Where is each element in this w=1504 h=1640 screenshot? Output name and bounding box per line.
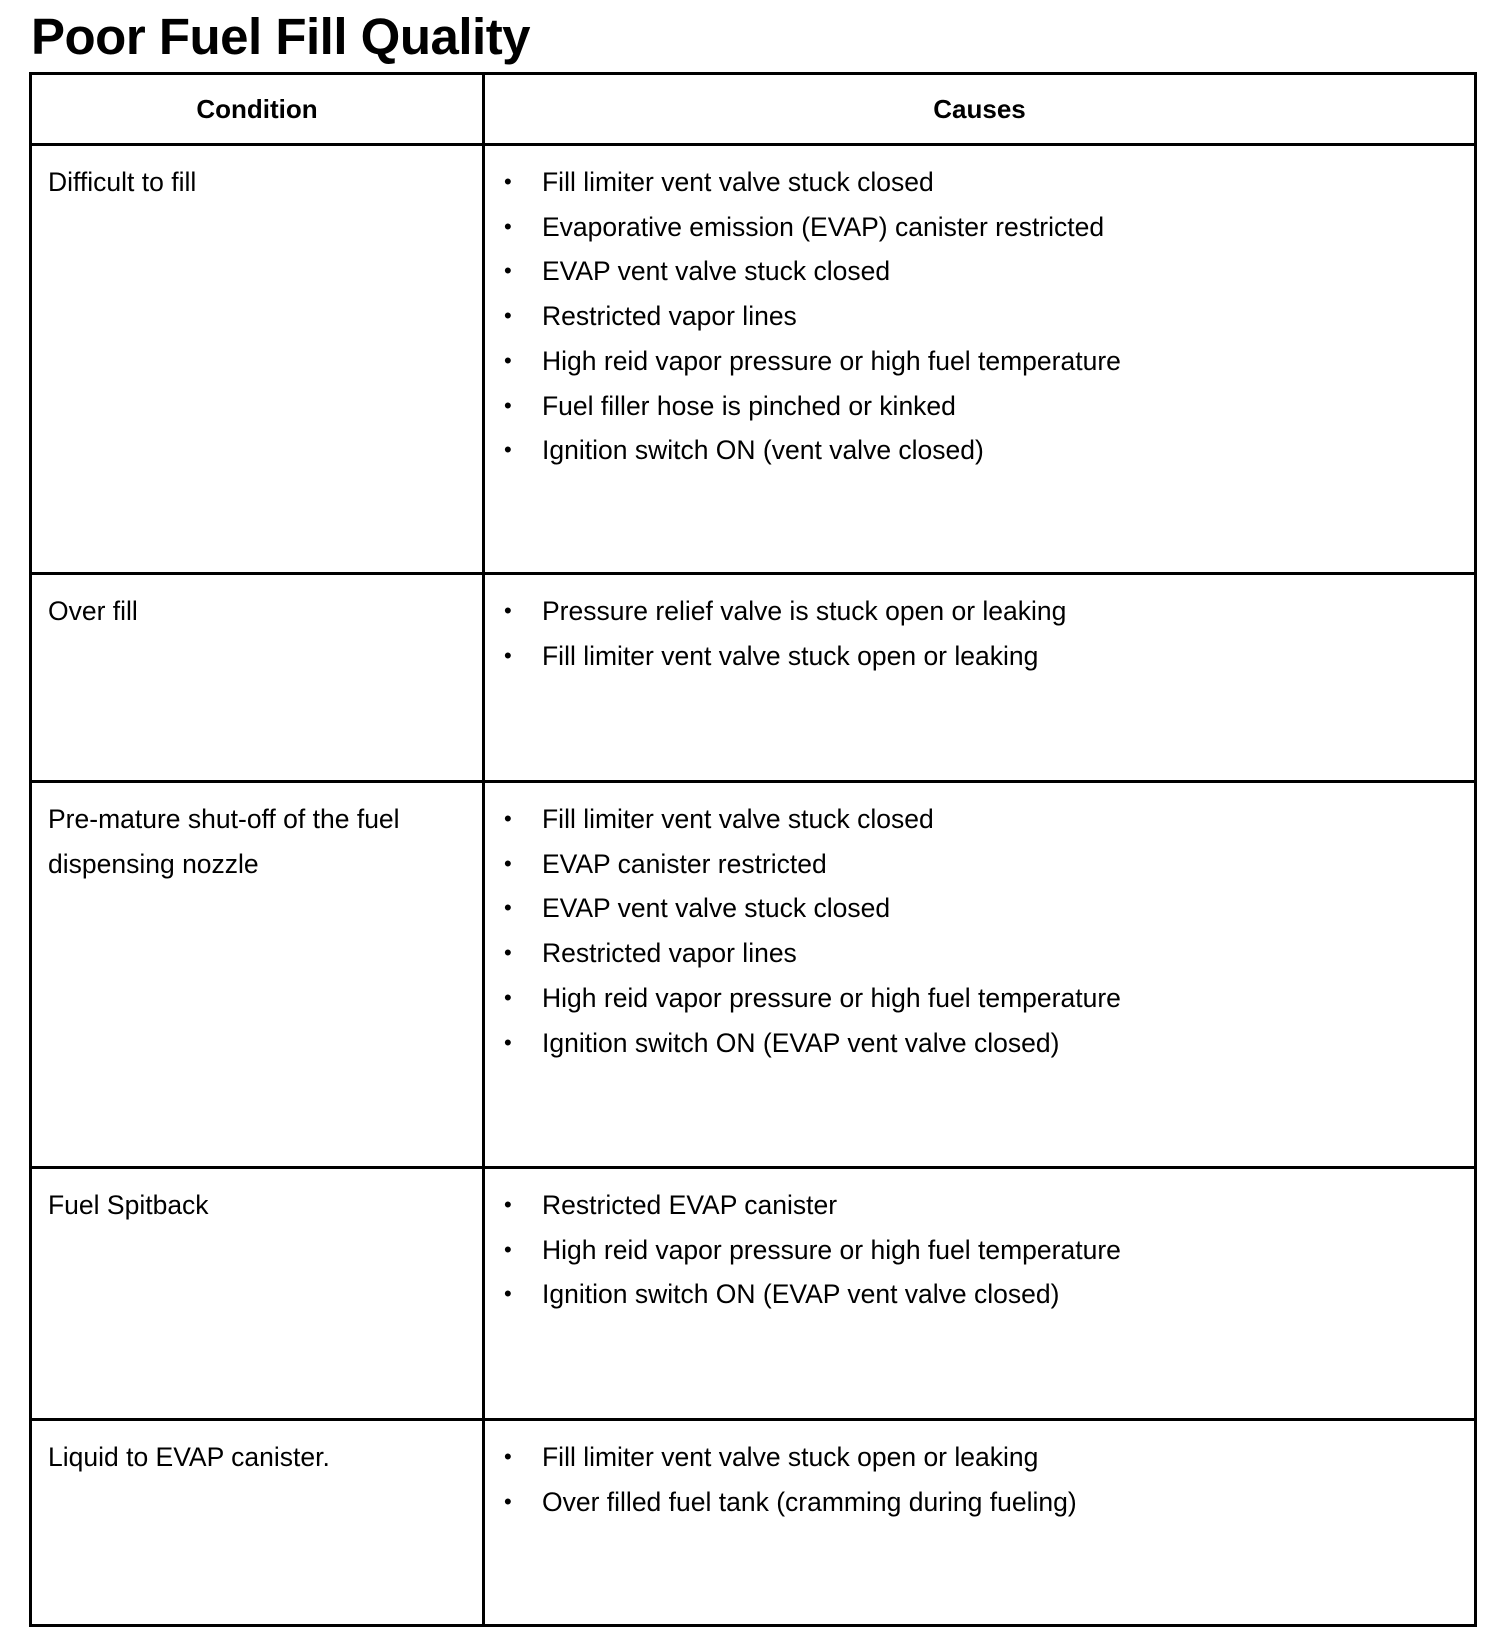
causes-cell (484, 1168, 1476, 1420)
cause-item (485, 1021, 1474, 1066)
condition-cell (31, 782, 484, 1168)
cause-item (485, 589, 1474, 634)
cause-item (485, 384, 1474, 429)
bullet-icon: • (504, 850, 512, 876)
cause-text: Restricted vapor lines (542, 938, 797, 969)
condition-cell (31, 1168, 484, 1420)
bullet-icon: • (504, 1281, 512, 1307)
table-row (31, 782, 1476, 1168)
cause-item (485, 976, 1474, 1021)
cause-text: Restricted EVAP canister (542, 1190, 838, 1220)
bullet-icon: • (504, 392, 512, 418)
table-row (31, 145, 1476, 574)
cause-text: EVAP vent valve stuck closed (542, 893, 891, 924)
cause-item (485, 634, 1474, 679)
cause-text: High reid vapor pressure or high fuel temperature (542, 345, 1121, 376)
causes-list (485, 783, 1474, 1065)
cause-item (485, 931, 1474, 976)
cause-text: High reid vapor pressure or high fuel temperature (542, 982, 1121, 1013)
bullet-icon: • (504, 940, 512, 966)
cause-text: EVAP vent valve stuck closed (542, 256, 891, 287)
bullet-icon: • (504, 1192, 512, 1217)
cause-text: Fill limiter vent valve stuck open or leaking (542, 1442, 1039, 1472)
condition-cell (31, 145, 484, 574)
cause-item (485, 1272, 1474, 1317)
cause-item (485, 339, 1474, 384)
bullet-icon: • (504, 213, 512, 239)
cause-text: Fill limiter vent valve stuck closed (542, 804, 934, 834)
causes-cell (484, 782, 1476, 1168)
cause-item (485, 1435, 1474, 1480)
cause-text: Fill limiter vent valve stuck open or leaking (542, 640, 1039, 671)
bullet-icon: • (504, 642, 512, 668)
causes-cell (484, 145, 1476, 574)
cause-text: High reid vapor pressure or high fuel temperature (542, 1234, 1121, 1265)
table-row (31, 1420, 1476, 1626)
troubleshooting-table-container (29, 72, 1474, 1627)
cause-item (485, 205, 1474, 250)
bullet-icon: • (504, 437, 512, 463)
condition-text: Fuel Spitback (48, 1190, 209, 1220)
cause-item (485, 797, 1474, 842)
causes-cell (484, 1420, 1476, 1626)
cause-text: Ignition switch ON (EVAP vent valve closed) (542, 1027, 1060, 1058)
cause-item (485, 842, 1474, 887)
cause-item (485, 1480, 1474, 1525)
condition-text: Liquid to EVAP canister. (48, 1442, 330, 1472)
cause-item (485, 1183, 1474, 1228)
causes-list (485, 1169, 1474, 1317)
condition-text: Over fill (48, 596, 138, 626)
cause-text: Evaporative emission (EVAP) canister restricted (542, 211, 1105, 242)
bullet-icon: • (504, 1029, 512, 1055)
bullet-icon: • (504, 1444, 512, 1469)
bullet-icon: • (504, 258, 512, 284)
cause-item (485, 294, 1474, 339)
cause-text: Fill limiter vent valve stuck closed (542, 167, 934, 197)
cause-item (485, 1228, 1474, 1273)
causes-list (485, 575, 1474, 678)
bullet-icon: • (504, 303, 512, 329)
cause-text: Ignition switch ON (vent valve closed) (542, 435, 984, 466)
cause-text: Restricted vapor lines (542, 301, 797, 332)
bullet-icon: • (504, 598, 512, 623)
cause-text: Ignition switch ON (EVAP vent valve closed) (542, 1279, 1060, 1310)
bullet-icon: • (504, 806, 512, 831)
bullet-icon: • (504, 347, 512, 373)
cause-item (485, 428, 1474, 473)
page-title: Poor Fuel Fill Quality (31, 8, 531, 65)
table-row (31, 1168, 1476, 1420)
troubleshooting-table (29, 72, 1477, 1627)
causes-cell (484, 574, 1476, 782)
cause-text: Over filled fuel tank (cramming during fueling) (542, 1486, 1077, 1517)
bullet-icon: • (504, 1488, 512, 1514)
causes-list (485, 1421, 1474, 1524)
cause-item (485, 886, 1474, 931)
condition-text: Difficult to fill (48, 167, 197, 197)
bullet-icon: • (504, 1236, 512, 1262)
column-header-causes: Causes (484, 74, 1476, 145)
table-row (31, 574, 1476, 782)
cause-item (485, 249, 1474, 294)
bullet-icon: • (504, 169, 512, 194)
table-header-row (31, 74, 1476, 145)
bullet-icon: • (504, 895, 512, 921)
cause-text: Pressure relief valve is stuck open or leaking (542, 596, 1067, 626)
cause-text: EVAP canister restricted (542, 848, 827, 879)
cause-item (485, 160, 1474, 205)
column-header-condition: Condition (31, 74, 484, 145)
condition-cell (31, 1420, 484, 1626)
condition-cell (31, 574, 484, 782)
bullet-icon: • (504, 984, 512, 1010)
causes-list (485, 146, 1474, 473)
cause-text: Fuel filler hose is pinched or kinked (542, 390, 956, 421)
condition-text: Pre-mature shut-off of the fuel dispensing nozzle (48, 804, 400, 879)
